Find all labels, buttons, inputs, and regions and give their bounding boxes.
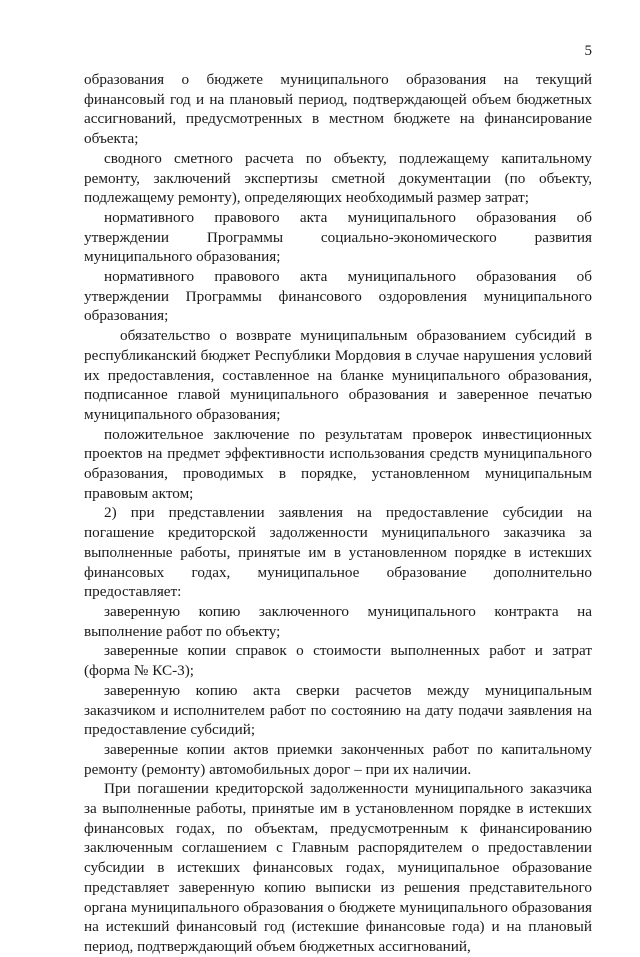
paragraph: заверенные копии справок о стоимости выполненных работ и затрат (форма № КС-3); — [84, 642, 592, 680]
paragraph: нормативного правового акта муниципального образования об утверждении Программы финансового оздоровления муниципального образования; — [84, 268, 592, 325]
paragraph: нормативного правового акта муниципального образования об утверждении Программы социально-экономического развития муниципального образования; — [84, 208, 592, 266]
paragraph: При погашении кредиторской задолженности муниципального заказчика за выполненные работы, принятые им в установленном порядке в истекших финансовых годах, по объектам, предусмотренным к финансированию заключенным соглашением с Главным распорядителем о предоставлении субсидии в истекших финансовых годах, муниципальное образование представляет заверенную копию выписки из решения представительного органа муниципального образования о бюджете муниципального образования на истекший финансовый год (истекшие финансовые года) и на плановый период, подтверждающий объем бюджетных ассигнований, — [84, 780, 592, 955]
page-body — [84, 70, 592, 957]
paragraph: образования о бюджете муниципального образования на текущий финансовый год и на плановый период, подтверждающей объем бюджетных ассигнований, предусмотренных в местном бюджете на финансирование объекта; — [84, 71, 592, 148]
paragraph: заверенную копию акта сверки расчетов между муниципальным заказчиком и исполнителем работ по состоянию на дату подачи заявления на предоставление субсидий; — [84, 681, 592, 739]
paragraph: заверенную копию заключенного муниципального контракта на выполнение работ по объекту; — [84, 602, 592, 640]
page-number: 5 — [584, 43, 592, 59]
paragraph: сводного сметного расчета по объекту, подлежащему капитальному ремонту, заключений экспертизы сметной документации (по объекту, подлежащему ремонту), определяющих необходимый размер затрат; — [84, 149, 592, 207]
paragraph: обязательство о возврате муниципальным образованием субсидий в республиканский бюджет Республики Мордовия в случае нарушения условий их предоставления, составленное на бланке муниципального образования, подписанное главой муниципального образования и заверенное печатью муниципального образования; — [84, 327, 592, 423]
paragraph: 2) при представлении заявления на предоставление субсидии на погашение кредиторской задолженности муниципального заказчика за выполненные работы, принятые им в установленном порядке в истекших финансовых годах, муниципальное образование дополнительно предоставляет: — [84, 504, 592, 601]
paragraph: заверенные копии актов приемки законченных работ по капитальному ремонту (ремонту) автомобильных дорог – при их наличии. — [84, 740, 592, 778]
paragraph: положительное заключение по результатам проверок инвестиционных проектов на предмет эффективности использования средств муниципального образования, проводимых в порядке, установленном муниципальным правовым актом; — [84, 425, 592, 502]
